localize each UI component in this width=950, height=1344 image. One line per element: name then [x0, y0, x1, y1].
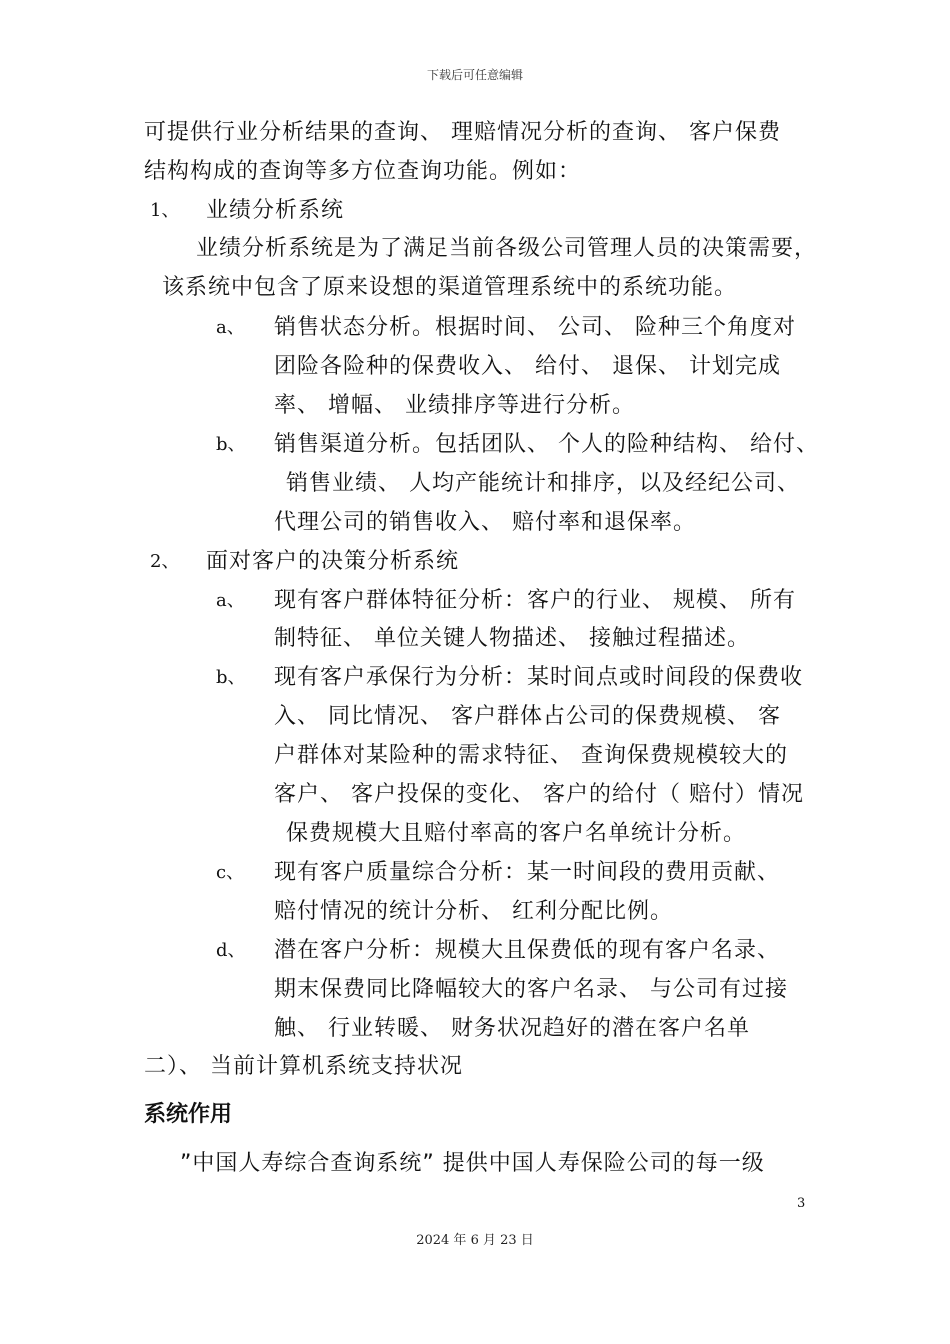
section-2-number: 2、	[150, 551, 180, 572]
section-1-title: 业绩分析系统	[206, 198, 345, 223]
item-2c-line-2: 赔付情况的统计分析、 红利分配比例。	[274, 899, 673, 924]
section-1-desc-line-2: 该系统中包含了原来设想的渠道管理系统中的系统功能。	[162, 275, 738, 300]
item-2d-line-1: 潜在客户分析：规模大且保费低的现有客户名录、	[274, 938, 781, 963]
item-1a-line-3: 率、 增幅、 业绩排序等进行分析。	[274, 393, 635, 418]
page-footer-date: 2024 年 6 月 23 日	[416, 1233, 534, 1248]
item-2a-line-1: 现有客户群体特征分析：客户的行业、 规模、 所有	[274, 588, 796, 613]
intro-line-1: 可提供行业分析结果的查询、 理赔情况分析的查询、 客户保费	[144, 120, 781, 145]
item-1b-line-1: 销售渠道分析。包括团队、 个人的险种结构、 给付、	[274, 432, 819, 457]
section-heading: 系统作用	[144, 1102, 233, 1127]
item-2b-line-3: 户群体对某险种的需求特征、 查询保费规模较大的	[274, 743, 788, 768]
item-2b-line-1: 现有客户承保行为分析：某时间点或时间段的保费收	[274, 665, 804, 690]
item-2c-line-1: 现有客户质量综合分析：某一时间段的费用贡献、	[274, 860, 781, 885]
item-2d-line-2: 期末保费同比降幅较大的客户名录、 与公司有过接	[274, 977, 788, 1002]
item-2b-line-2: 入、 同比情况、 客户群体占公司的保费规模、 客	[274, 704, 781, 729]
item-2b-marker: b、	[216, 667, 246, 688]
item-1a-line-2: 团险各险种的保费收入、 给付、 退保、 计划完成	[274, 354, 781, 379]
section-3-title: 二）、 当前计算机系统支持状况	[144, 1054, 463, 1079]
item-1a-line-1: 销售状态分析。根据时间、 公司、 险种三个角度对	[274, 315, 796, 340]
section-4-line-1: ”中国人寿综合查询系统” 提供中国人寿保险公司的每一级	[180, 1151, 765, 1176]
item-2d-marker: d、	[216, 940, 246, 961]
page-header: 下载后可任意编辑	[426, 68, 523, 82]
intro-line-2: 结构构成的查询等多方位查询功能。例如：	[144, 159, 582, 184]
item-2a-line-2: 制特征、 单位关键人物描述、 接触过程描述。	[274, 626, 750, 651]
item-1a-marker: a、	[216, 317, 245, 338]
page-number: 3	[797, 1196, 806, 1211]
item-1b-marker: b、	[216, 434, 246, 455]
item-2d-line-3: 触、 行业转暖、 财务状况趋好的潜在客户名单	[274, 1016, 750, 1041]
section-1-number: 1、	[150, 200, 180, 221]
item-2b-line-5: 保费规模大且赔付率高的客户名单统计分析。	[286, 821, 747, 846]
section-1-desc-line-1: 业绩分析系统是为了满足当前各级公司管理人员的决策需要，	[196, 236, 818, 261]
item-1b-line-2: 销售业绩、 人均产能统计和排序，以及经纪公司、	[286, 471, 800, 496]
item-1b-line-3: 代理公司的销售收入、 赔付率和退保率。	[274, 510, 696, 535]
item-2a-marker: a、	[216, 590, 245, 611]
section-2-title: 面对客户的决策分析系统	[206, 549, 460, 574]
item-2b-line-4: 客户、 客户投保的变化、 客户的给付（ 赔付）情况	[274, 782, 804, 807]
item-2c-marker: c、	[216, 862, 245, 883]
